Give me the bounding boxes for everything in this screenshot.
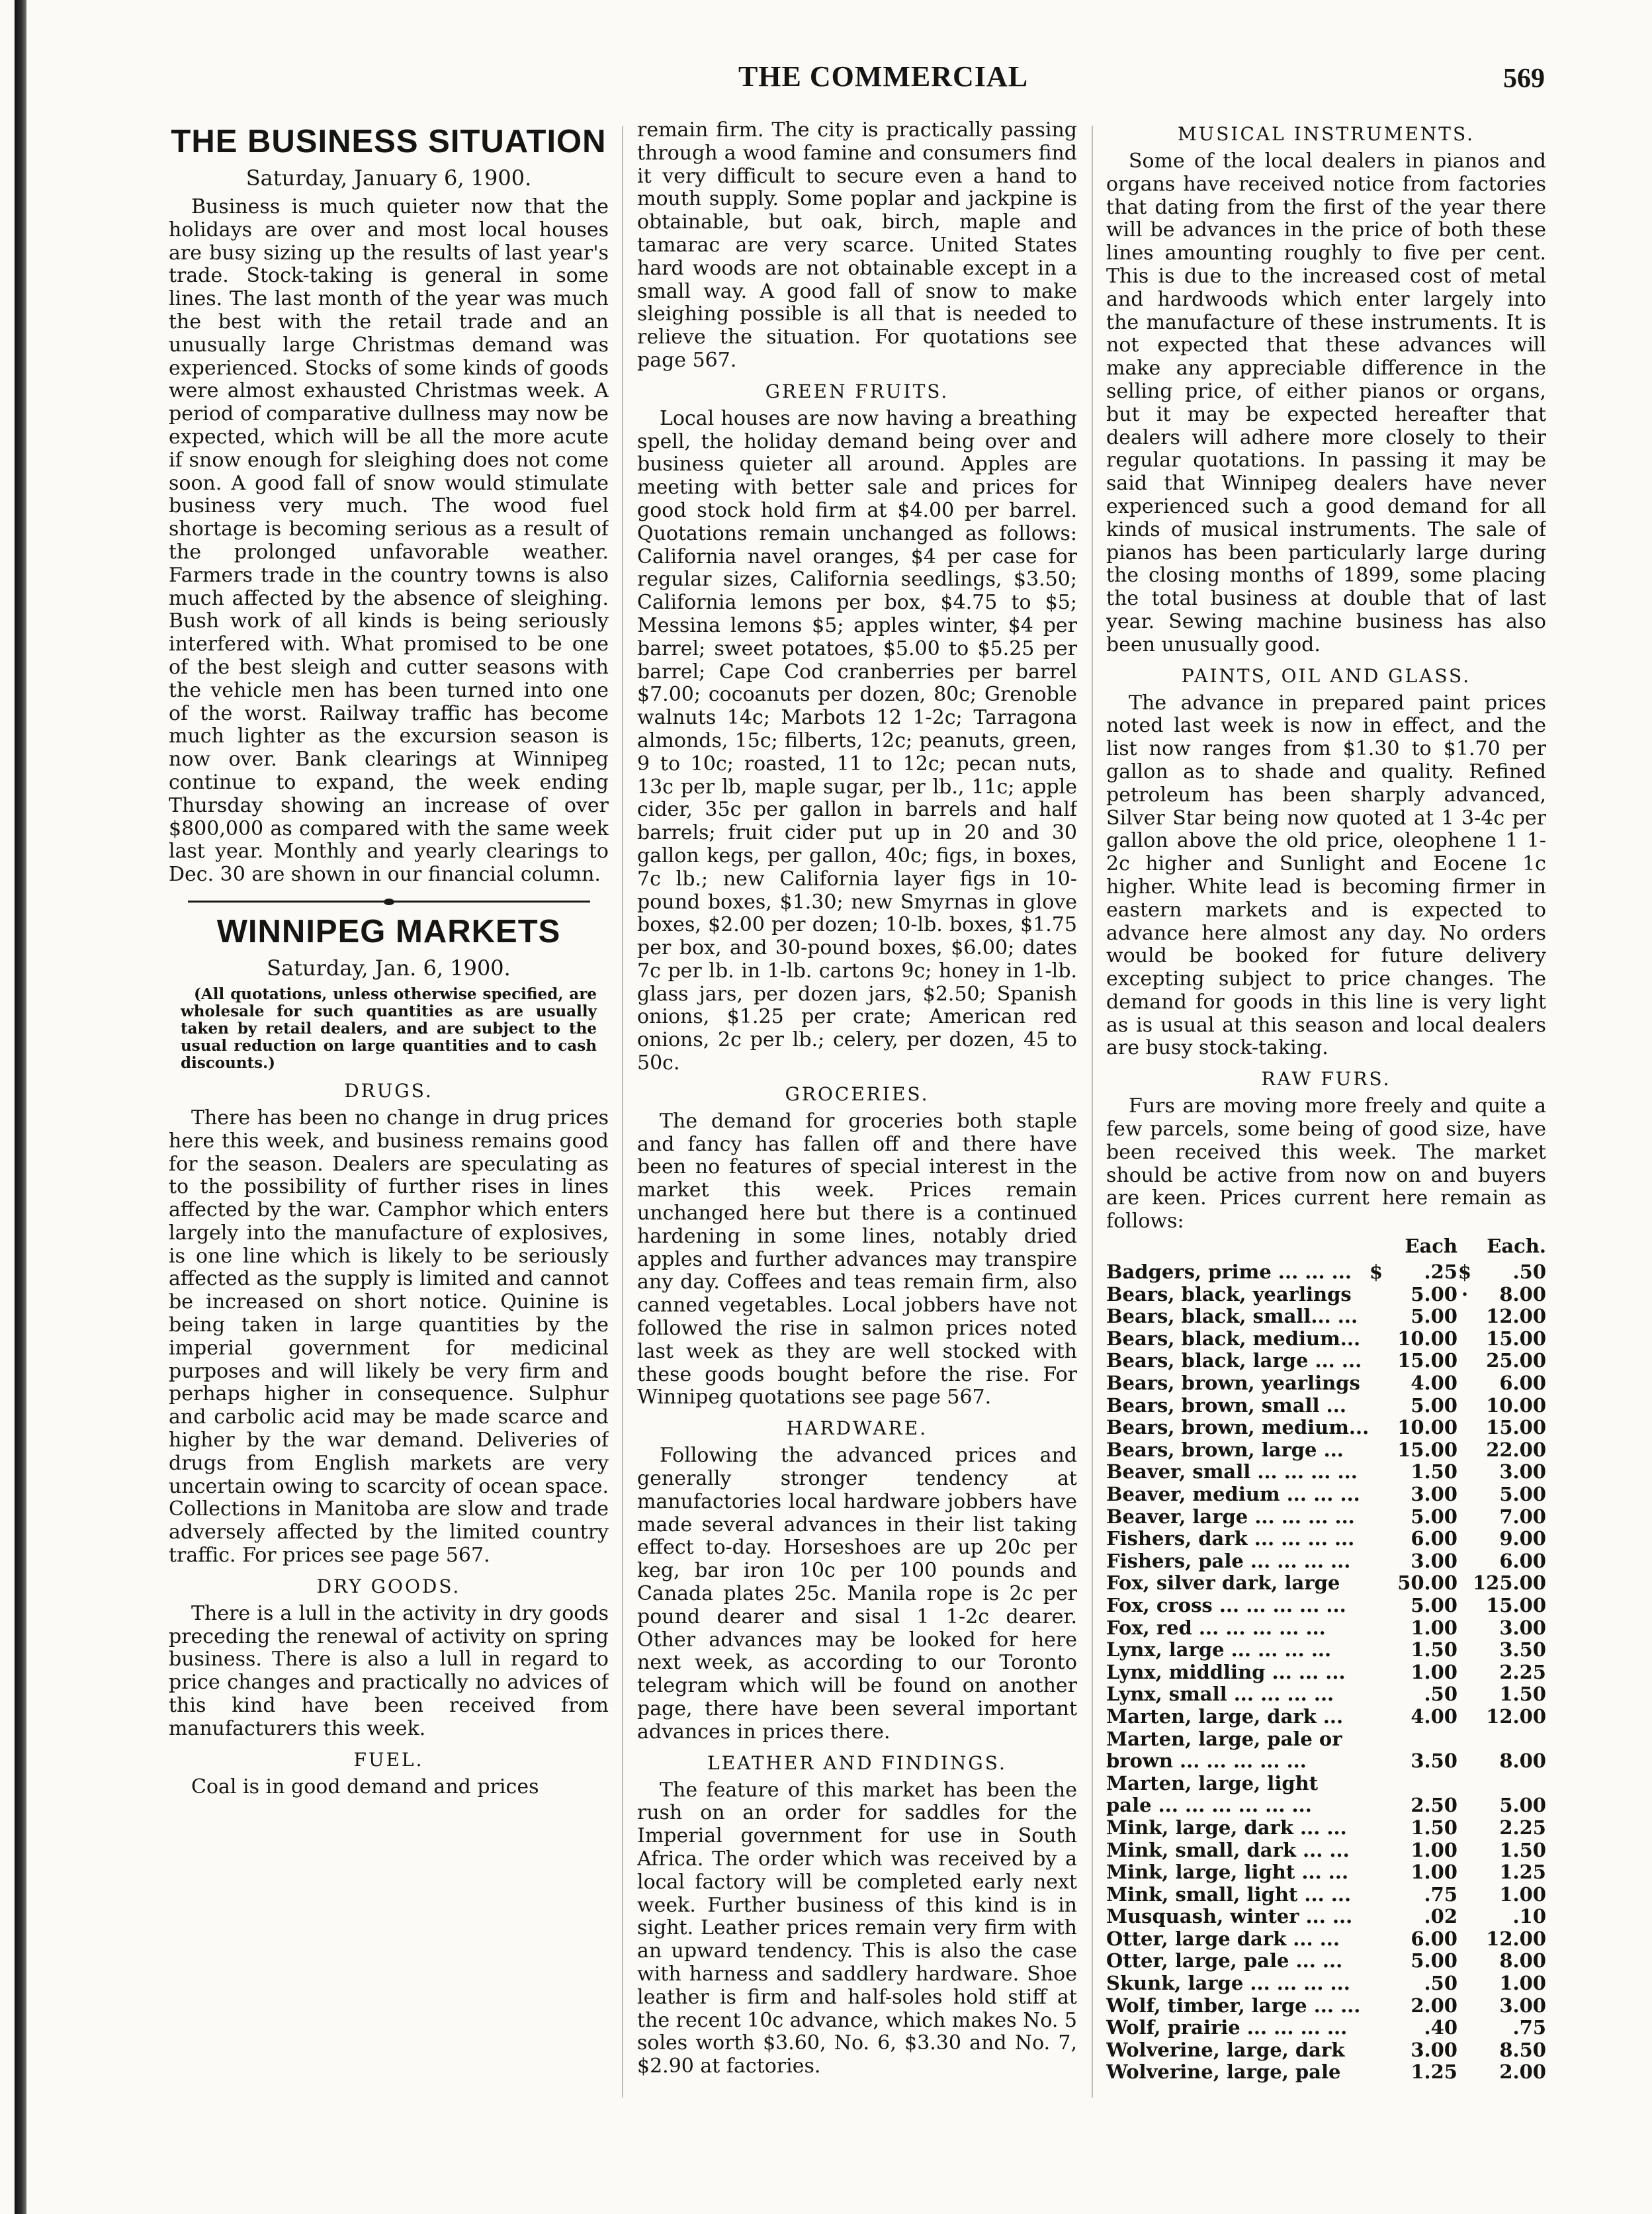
table-row [1106,1906,1546,1928]
fur-name: Wolf, timber, large ... ... [1106,1994,1361,2017]
fur-name: Fox, cross ... ... ... ... ... [1106,1594,1346,1616]
currency-sign [1369,1728,1383,1751]
page-number: 569 [1503,64,1545,94]
fur-name: Mink, small, dark ... ... [1106,1839,1350,1861]
currency-sign [1369,1950,1383,1972]
fur-price-high [1472,1728,1546,1751]
currency-sign [1369,1639,1383,1661]
table-row [1106,1773,1546,1795]
currency-sign [1457,2017,1472,2039]
furs-header-row [1106,1235,1546,1261]
winnipeg-markets-date: Saturday, Jan. 6, 1900. [267,955,511,981]
fur-name: Badgers, prime ... ... ... [1106,1261,1352,1284]
fur-name: Marten, large, pale or [1106,1728,1342,1750]
fur-name: Mink, large, dark ... ... [1106,1816,1347,1839]
currency-sign [1457,1906,1472,1928]
fur-name: Bears, black, medium... [1106,1327,1361,1350]
fur-name: Mink, large, light ... ... [1106,1861,1349,1884]
dry-goods-text: There is a lull in the activity in dry goods preceding the renewal of activity on spring business. There is also a lull in regard to price changes and practically no advices of this kind have been received from manufacturers this week. [169,1601,609,1740]
fur-name: Otter, large, pale ... ... [1106,1950,1343,1972]
fur-name: Mink, small, light ... ... [1106,1883,1352,1906]
drugs-text: There has been no change in drug prices here this week, and business remains good for the season. Dealers are speculating as to the possibility of further rises in lines affected by the war. Camphor which enters largely into the manufacture of explosives, is one line which is likely to be seriously affected as the supply is limited and cannot be increased on short notice. Quinine is being taken in large quantities by the imperial government for medicinal purposes and will likely be very firm and perhaps higher in consequence. Sulphur and carbolic acid may be made scarce and higher by the war demand. Deliveries of drugs from English markets are very uncertain owing to scarcity of ocean space. Collections in Manitoba are slow and trade adversely affected by the limited country traffic. For prices see page 567. [169,1106,609,1568]
table-row [1106,1639,1546,1661]
fur-price-high: 8.00 [1499,1949,1546,1972]
table-row [1106,1395,1546,1417]
fur-price-low: .50 [1424,1972,1457,1995]
fur-name: Marten, large, light [1106,1772,1319,1794]
fur-price-high: .10 [1512,1905,1546,1928]
table-row [1106,1417,1546,1439]
fur-name: Bears, black, small... ... [1106,1306,1358,1328]
currency-sign [1457,1372,1472,1395]
drugs-heading: DRUGS. [344,1079,433,1102]
fur-price-high: 3.00 [1499,1994,1546,2017]
currency-sign: $ [1369,1261,1383,1284]
fur-price-high: 8.00 [1499,1282,1546,1306]
table-row [1106,1483,1546,1506]
currency-sign [1457,2061,1472,2084]
fur-price-low: 5.00 [1411,1305,1457,1328]
table-row [1106,1817,1546,1839]
furs-col-header: Each. [1487,1235,1546,1258]
currency-sign [1369,1906,1383,1928]
currency-sign [1457,1928,1472,1951]
table-row [1106,1328,1546,1351]
fur-price-high: 1.00 [1499,1972,1546,1995]
fur-name: Beaver, large ... ... ... ... [1106,1505,1355,1528]
currency-sign [1457,1773,1472,1795]
fur-price-low: 5.00 [1411,1282,1457,1306]
currency-sign [1457,1861,1472,1884]
fur-price-low: 3.00 [1411,1549,1457,1572]
furs-col-header: Each [1405,1235,1457,1258]
column-rule [622,126,623,2098]
currency-sign [1457,1728,1472,1751]
fur-price-high: 1.00 [1499,1882,1546,1906]
running-title: THE COMMERCIAL [738,60,1029,93]
table-row [1106,2039,1546,2062]
currency-sign [1457,1794,1472,1817]
fur-price-high: 5.00 [1499,1794,1546,1817]
currency-sign [1369,1617,1383,1640]
currency-sign [1457,1995,1472,2017]
fur-price-high: 1.25 [1499,1861,1546,1884]
currency-sign [1457,1950,1472,1972]
musical-instruments-heading: MUSICAL INSTRUMENTS. [1177,123,1475,145]
business-situation-text: Business is much quieter now that the holidays are over and most local houses are busy sizing up the results of last year's trade. Stock-taking is general in some lines. The last month of the year was much the best with the retail trade and an unusually large Christmas demand was experienced. Stocks of some kinds of goods were almost exhausted Christmas week. A period of comparative dullness may now be expected, which will be all the more acute if snow enough for sleighing does not come soon. A good fall of snow would stimulate business very much. The wood fuel shortage is becoming serious as a result of the prolonged unfavorable weather. Farmers trade in the country towns is also much affected by the absence of sleighing. Bush work of all kinds is being seriously interfered with. What promised to be one of the best sleigh and cutter seasons with the vehicle men has been turned into one of the worst. Railway traffic has become much lighter as the excursion season is now over. Bank clearings at Winnipeg continue to expand, the week ending Thursday showing an increase of over $800,000 as compared with the same week last year. Monthly and yearly clearings to Dec. 30 are shown in our financial column. [169,195,609,887]
currency-sign [1369,1839,1383,1862]
fur-name: Bears, black, yearlings [1106,1283,1352,1306]
table-row [1106,1595,1546,1617]
table-row [1106,2017,1546,2039]
table-row [1106,1528,1546,1550]
currency-sign [1457,1461,1472,1483]
fur-price-low: .02 [1424,1905,1457,1928]
currency-sign [1369,2039,1383,2062]
fur-price-low: 4.00 [1411,1372,1457,1395]
currency-sign: · [1461,1282,1469,1306]
currency-sign [1369,1861,1383,1884]
currency-sign [1369,1350,1383,1372]
currency-sign [1457,1395,1472,1417]
furs-table-body [1106,1261,1546,2084]
section-separator [169,899,609,905]
fur-price-low [1383,1773,1457,1795]
fur-price-low: 5.00 [1411,1505,1457,1528]
currency-sign [1457,1306,1472,1328]
fur-price-low: 1.50 [1411,1638,1457,1661]
currency-sign [1369,1461,1383,1483]
fur-price-low: 10.00 [1397,1416,1457,1439]
currency-sign [1369,1706,1383,1728]
table-row [1106,1750,1546,1773]
currency-sign [1369,1372,1383,1395]
fur-name: Fox, silver dark, large [1106,1572,1340,1595]
quotations-note: (All quotations, unless otherwise specified, are wholesale for such quantities as are usually taken by retail dealers, and are subject to the usual reduction on large quantities and to cash discounts.) [181,985,597,1072]
fur-price-low: .40 [1424,2016,1457,2039]
fur-price-low: 1.00 [1411,1838,1457,1861]
fur-price-low [1383,1728,1457,1751]
fur-price-low: 15.00 [1397,1438,1457,1461]
fur-price-high: .75 [1512,2016,1546,2039]
fur-price-high: 1.50 [1499,1838,1546,1861]
fur-price-low: .50 [1424,1683,1457,1706]
fur-price-low: 3.00 [1411,1483,1457,1505]
raw-furs-price-table [1106,1235,1546,2084]
column-rule [1092,126,1093,2098]
fur-price-low: 2.50 [1411,1794,1457,1817]
currency-sign [1457,1506,1472,1528]
table-row [1106,1728,1546,1751]
fur-price-high: .50 [1512,1261,1546,1284]
winnipeg-markets-heading: WINNIPEG MARKETS [216,913,561,950]
currency-sign [1457,2039,1472,2062]
fur-price-high: 3.50 [1499,1638,1546,1661]
fur-price-low: 6.00 [1411,1927,1457,1950]
currency-sign [1369,1284,1383,1306]
table-row [1106,1284,1546,1306]
currency-sign [1369,1506,1383,1528]
currency-sign [1369,1995,1383,2017]
fur-price-low: 3.00 [1411,2038,1457,2061]
currency-sign [1457,1439,1472,1462]
business-situation-date: Saturday, January 6, 1900. [245,165,532,191]
fur-price-high: 125.00 [1473,1572,1546,1595]
fur-price-low: 1.00 [1411,1616,1457,1639]
green-fruits-text: Local houses are now having a breathing spell, the holiday demand being over and business quieter all around. Apples are meeting with better sale and prices for good stock hold firm at $4.00 per barrel. Quotations remain unchanged as follows: California navel oranges, $4 per case for regular sizes, California seedlings, $3.50; California lemons per box, $4.75 to $5; Messina lemons $5; apples winter, $4 per barrel; sweet potatoes, $5.00 to $5.25 per barrel; Cape Cod cranberries per barrel $7.00; cocoanuts per dozen, 80c; Grenoble walnuts 14c; Marbots 12 1-2c; Tarragona almonds, 15c; filberts, 12c; peanuts, green, 9 to 10c; roasted, 11 to 12c; pecan nuts, 13c per lb, maple sugar, per lb., 11c; apple cider, 35c per gallon in barrels and half barrels; fruit cider put up in 20 and 30 gallon kegs, per gallon, 40c; figs, in boxes, 7c lb.; new California layer figs in 10-pound boxes, $1.30; new Smyrnas in glove boxes, $2.00 per dozen; 10-lb. boxes, $1.75 per box, and 30-pound boxes, $6.00; dates 7c per lb. in 1-lb. cartons 9c; honey in 1-lb. glass jars, per dozen jars, $2.50; Spanish onions, $1.25 per crate; American red onions, 2c per lb.; celery, per dozen, 45 to 50c. [637,406,1077,1075]
fur-name: Marten, large, dark ... [1106,1705,1344,1728]
fur-name: pale ... ... ... ... ... ... [1106,1794,1312,1817]
fur-name: Bears, brown, small ... [1106,1394,1346,1417]
fur-price-high: 12.00 [1486,1705,1546,1728]
musical-instruments-text: Some of the local dealers in pianos and organs have received notice from factories that dating from the first of the year there will be advances in the price of both these lines amounting roughly to five per cent. This is due to the increased cost of metal and hardwoods which enter largely into the manufacture of these instruments. It is not expected that these advances will make any appreciable difference in the selling price, of either pianos or organs, but it may be expected hereafter that dealers will adhere more closely to their regular quotations. In passing it may be said that Winnipeg dealers have never experienced such a good demand for all kinds of musical instruments. The sale of pianos has been particularly large during the closing months of 1899, some placing the total business at double that of last year. Sewing machine business has also been unusually good. [1106,150,1546,656]
fur-price-high: 3.00 [1499,1460,1546,1483]
fur-price-high: 15.00 [1486,1416,1546,1439]
currency-sign [1457,1572,1472,1595]
table-row [1106,1572,1546,1595]
fur-name: Fishers, pale ... ... ... ... [1106,1550,1351,1572]
currency-sign [1369,1884,1383,1906]
fur-price-high: 2.25 [1499,1660,1546,1683]
currency-sign: $ [1457,1261,1472,1284]
currency-sign [1369,2061,1383,2084]
hardware-heading: HARDWARE. [786,1417,928,1440]
fur-name: Bears, black, large ... ... [1106,1350,1362,1372]
currency-sign [1369,1483,1383,1506]
currency-sign [1457,1550,1472,1573]
currency-sign [1369,1928,1383,1951]
fur-price-high: 12.00 [1486,1927,1546,1950]
fur-price-low: 5.00 [1411,1949,1457,1972]
column-2 [637,119,1077,2117]
raw-furs-heading: RAW FURS. [1261,1068,1391,1090]
table-row [1106,1506,1546,1528]
binding-edge [15,0,26,2214]
currency-sign [1457,1639,1472,1661]
fur-price-low: 1.50 [1411,1460,1457,1483]
table-row [1106,1839,1546,1862]
groceries-heading: GROCERIES. [785,1083,930,1105]
currency-sign [1457,1661,1472,1684]
fur-name: Wolverine, large, dark [1106,2039,1345,2061]
table-row [1106,1683,1546,1706]
table-row [1106,1306,1546,1328]
table-row [1106,1995,1546,2017]
fur-price-high: 7.00 [1499,1505,1546,1528]
table-row [1106,2061,1546,2084]
currency-sign [1369,1572,1383,1595]
currency-sign [1369,1528,1383,1550]
fur-name: Bears, brown, yearlings [1106,1372,1360,1395]
fur-name: Lynx, small ... ... ... ... [1106,1683,1334,1706]
fur-price-high: 2.00 [1499,2060,1546,2084]
currency-sign [1369,1328,1383,1351]
table-row [1106,1461,1546,1483]
table-row [1106,1261,1546,1284]
fur-price-low: 15.00 [1397,1349,1457,1372]
fur-price-low: 1.00 [1411,1861,1457,1884]
fur-price-high: 8.00 [1499,1749,1546,1773]
currency-sign [1369,1683,1383,1706]
currency-sign [1457,1595,1472,1617]
table-row [1106,1439,1546,1462]
currency-sign [1369,1661,1383,1684]
fur-price-high: 22.00 [1486,1438,1546,1461]
paints-oil-glass-heading: PAINTS, OIL AND GLASS. [1181,664,1471,687]
currency-sign [1457,1817,1472,1839]
currency-sign [1457,1417,1472,1439]
paints-oil-glass-text: The advance in prepared paint prices noted last week is now in effect, and the list now ranges from $1.30 to $1.70 per gallon as to shade and quality. Refined petroleum has been sharply advanced, Silver Star being now quoted at 1 3-4c per gallon above the old price, oleophene 1 1-2c higher and Sunlight and Eocene 1c higher. White lead is becoming firmer in eastern markets and is expected to advance here almost any day. No orders would be booked for future delivery excepting subject to price changes. The demand for goods in this line is very light as is usual at this season and local dealers are busy stock-taking. [1106,691,1546,1060]
currency-sign [1457,1328,1472,1351]
table-row [1106,1661,1546,1684]
fur-name: Skunk, large ... ... ... ... [1106,1972,1350,1995]
column-1 [169,119,609,2117]
currency-sign [1457,1839,1472,1862]
fur-name: Bears, brown, large ... [1106,1439,1344,1461]
table-row [1106,1794,1546,1817]
fur-price-low: .25 [1424,1261,1457,1284]
fur-name: Lynx, large ... ... ... ... [1106,1639,1332,1661]
fur-name: Beaver, medium ... ... ... [1106,1483,1360,1505]
fur-price-low: .75 [1424,1882,1457,1906]
currency-sign [1457,1972,1472,1995]
fur-price-low: 2.00 [1411,1994,1457,2017]
currency-sign [1457,1528,1472,1550]
table-row [1106,1861,1546,1884]
fur-name: brown ... ... ... ... ... [1106,1750,1307,1773]
fur-price-high: 5.00 [1499,1483,1546,1505]
leather-findings-text: The feature of this market has been the rush on an order for saddles for the Imperial government for use in South Africa. The order which was received by a local factory will be completed early next week. Further business of this kind is in sight. Leather prices remain very firm with an upward tendency. This is also the case with harness and saddlery hardware. Shoe leather is firm and half-soles hold stiff at the recent 10c advance, which makes No. 5 soles worth $3.60, No. 6, $3.30 and No. 7, $2.90 at factories. [637,1778,1077,2078]
fur-price-high: 6.00 [1499,1372,1546,1395]
fur-name: Wolf, prairie ... ... ... ... [1106,2017,1348,2039]
currency-sign [1457,1884,1472,1906]
currency-sign [1369,1773,1383,1795]
fur-price-low: 1.00 [1411,1660,1457,1683]
table-row [1106,1550,1546,1573]
fur-price-high: 12.00 [1486,1305,1546,1328]
currency-sign [1369,1395,1383,1417]
fur-name: Fox, red ... ... ... ... ... [1106,1616,1326,1639]
currency-sign [1457,1617,1472,1640]
currency-sign [1369,1550,1383,1573]
table-row [1106,1950,1546,1972]
green-fruits-heading: GREEN FRUITS. [765,380,949,402]
fur-price-high: 9.00 [1499,1527,1546,1550]
fur-price-high [1472,1773,1546,1795]
fur-name: Otter, large dark ... ... [1106,1927,1340,1950]
fur-price-high: 25.00 [1486,1349,1546,1372]
fur-name: Fishers, dark ... ... ... ... [1106,1528,1355,1550]
fur-name: Wolverine, large, pale [1106,2061,1341,2084]
table-row [1106,1372,1546,1395]
table-row [1106,1617,1546,1640]
fur-price-high: 8.50 [1499,2038,1546,2061]
fur-name: Bears, brown, medium... [1106,1417,1369,1439]
fur-price-low: 1.25 [1411,2060,1457,2084]
fur-price-high: 3.00 [1499,1616,1546,1639]
fur-price-low: 5.00 [1411,1394,1457,1417]
currency-sign [1457,1350,1472,1372]
table-row [1106,1706,1546,1728]
fur-price-low: 6.00 [1411,1527,1457,1550]
currency-sign [1369,1595,1383,1617]
currency-sign [1369,1417,1383,1439]
fur-price-high: 15.00 [1486,1593,1546,1616]
fur-price-low: 5.00 [1411,1593,1457,1616]
table-row [1106,1928,1546,1951]
currency-sign [1369,1972,1383,1995]
dry-goods-heading: DRY GOODS. [316,1575,461,1597]
currency-sign [1369,1439,1383,1462]
fur-name: Beaver, small ... ... ... ... [1106,1461,1358,1483]
hardware-text: Following the advanced prices and generally stronger tendency at manufactories local hardware jobbers have made several advances in their list taking effect to-day. Horseshoes are up 20c per keg, bar iron 10c per 100 pounds and Canada plates 25c. Manila rope is 2c per pound dearer and sisal 1 1-2c dearer. Other advances may be looked for here next week, as according to our Toronto telegram which will be found on another page, there have been several important advances in prices there. [637,1444,1077,1744]
currency-sign [1369,2017,1383,2039]
fur-price-high: 2.25 [1499,1816,1546,1839]
currency-sign [1369,1750,1383,1773]
fur-price-low: 10.00 [1397,1327,1457,1350]
currency-sign [1369,1794,1383,1817]
currency-sign [1369,1817,1383,1839]
fur-price-high: 10.00 [1486,1394,1546,1417]
table-row [1106,1972,1546,1995]
fur-price-low: 1.50 [1411,1816,1457,1839]
raw-furs-text: Furs are moving more freely and quite a few parcels, some being of good size, have been received this week. The market should be active from now on and buyers are keen. Prices current here remain as follows: [1106,1094,1546,1233]
fur-price-low: 3.50 [1411,1749,1457,1773]
fur-price-low: 4.00 [1411,1705,1457,1728]
fur-price-low: 50.00 [1397,1572,1457,1595]
fur-price-high: 1.50 [1499,1683,1546,1706]
currency-sign [1369,1306,1383,1328]
business-situation-heading: THE BUSINESS SITUATION [171,124,607,159]
currency-sign [1457,1750,1472,1773]
currency-sign [1457,1483,1472,1506]
fur-price-high: 15.00 [1486,1327,1546,1350]
fuel-text-continued: remain firm. The city is practically passing through a wood famine and consumers find it very difficult to secure even a hand to mouth supply. Some poplar and jackpine is obtainable, but oak, birch, maple and tamarac are very scarce. United States hard woods are not obtainable except in a small way. A good fall of snow to make sleighing possible is all that is needed to relieve the situation. For quotations see page 567. [637,119,1077,372]
table-row [1106,1350,1546,1372]
fur-name: Lynx, middling ... ... ... [1106,1661,1346,1683]
currency-sign [1457,1706,1472,1728]
fur-price-high: 6.00 [1499,1549,1546,1572]
column-3 [1106,119,1546,2117]
fuel-text: Coal is in good demand and prices [191,1775,539,1798]
leather-findings-heading: LEATHER AND FINDINGS. [707,1751,1007,1774]
table-row [1106,1884,1546,1906]
fuel-heading: FUEL. [353,1748,424,1771]
fur-name: Musquash, winter ... ... [1106,1906,1353,1928]
groceries-text: The demand for groceries both staple and fancy has fallen off and there have been no features of special interest in the market this week. Prices remain unchanged here but there is a continued hardening in some lines, notably dried apples and further advances may transpire any day. Coffees and teas remain firm, also canned vegetables. Local jobbers have not followed the rise in salmon prices noted last week as they are well stocked with these goods bought before the rise. For Winnipeg quotations see page 567. [637,1109,1077,1409]
currency-sign [1457,1683,1472,1706]
